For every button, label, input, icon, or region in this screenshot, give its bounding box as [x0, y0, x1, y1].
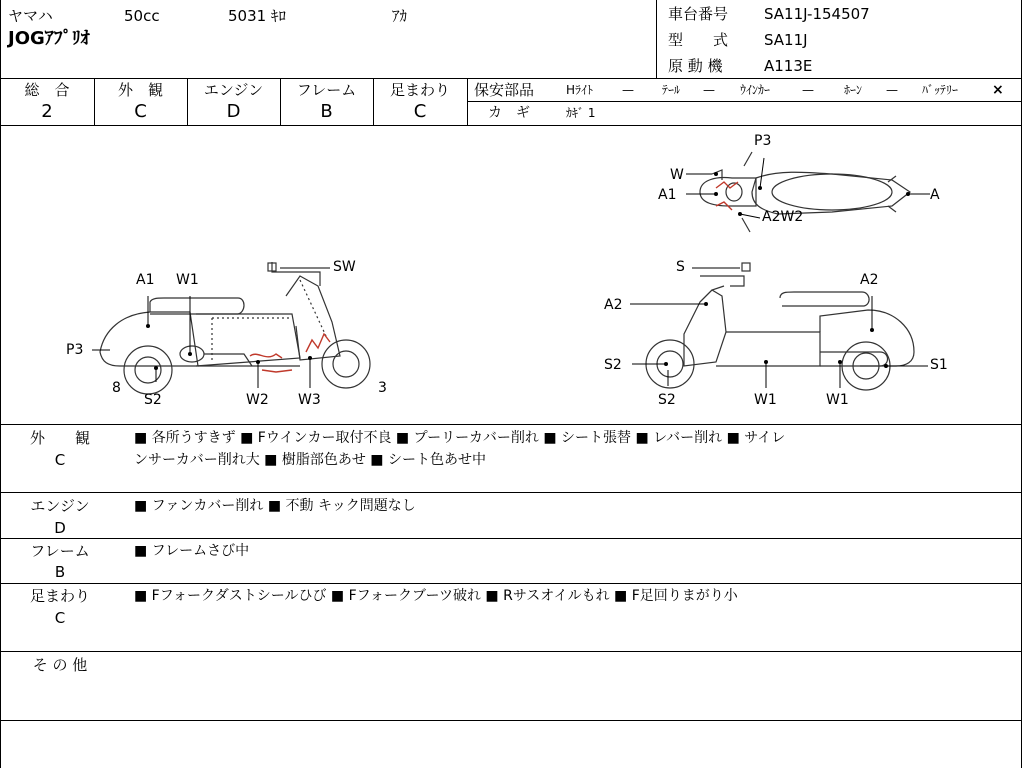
mileage: 5031 ｷﾛ — [228, 7, 286, 25]
frame-no: SA11J-154507 — [764, 5, 870, 23]
section-text-frame: ■ フレームさび中 — [134, 543, 250, 559]
label-left-p3: P3 — [66, 342, 84, 358]
label-left-sw: SW — [333, 259, 356, 275]
color: ｱｶ — [392, 7, 408, 25]
grade-value-frame: B — [320, 101, 333, 122]
safety-label: 保安部品 — [474, 81, 535, 99]
label-left-3: 3 — [378, 380, 387, 396]
model-name: JOGｱﾌﾟﾘｵ — [8, 28, 90, 49]
label-left-a1: A1 — [136, 272, 155, 288]
engine-label: 原 動 機 — [668, 57, 723, 75]
grade-divider — [467, 78, 468, 125]
grade-label-frame: フレーム — [296, 81, 357, 99]
grade-value-engine: D — [226, 101, 241, 122]
label-top-p3: P3 — [754, 133, 772, 149]
safety-item-battery: ﾊﾞｯﾃﾘｰ — [922, 83, 959, 97]
safety-mark-battery: × — [992, 82, 1004, 98]
label-left-s2: S2 — [144, 392, 162, 408]
row-divider-6 — [0, 583, 1022, 584]
type-label: 型 式 — [668, 31, 729, 49]
label-right-w1-rear: W1 — [826, 392, 849, 408]
label-left-w1: W1 — [176, 272, 199, 288]
scooter-top-view — [700, 152, 910, 232]
section-text-suspension: ■ Fフォークダストシールひび ■ Fフォークブーツ破れ ■ Rサスオイルもれ ■ F足回りまがり小 — [134, 588, 738, 604]
grade-label-engine: エンジン — [203, 81, 264, 99]
row-divider-5 — [0, 538, 1022, 539]
key-value: ｶｷﾞ 1 — [566, 106, 596, 120]
section-grade-suspension: C — [54, 609, 66, 627]
grade-value-suspension: C — [413, 101, 427, 122]
section-text-exterior-line2: ンサーカバー削れ大 ■ 樹脂部色あせ ■ シート色あせ中 — [134, 452, 486, 468]
label-left-w3: W3 — [298, 392, 321, 408]
label-left-8: 8 — [112, 380, 121, 396]
label-right-s1: S1 — [930, 357, 948, 373]
row-divider-1 — [0, 78, 1022, 79]
label-right-w1-center: W1 — [754, 392, 777, 408]
safety-item-horn: ﾎｰﾝ — [844, 83, 863, 97]
safety-mark-headlight: — — [622, 83, 634, 97]
grade-value-overall: 2 — [41, 101, 53, 122]
safety-mark-winker: — — [802, 83, 814, 97]
label-right-a2-front: A2 — [604, 297, 623, 313]
label-right-s2-bottom: S2 — [658, 392, 676, 408]
safety-item-winker: ｳｲﾝｶｰ — [740, 83, 771, 97]
row-divider-safety — [467, 101, 1022, 102]
label-left-w2: W2 — [246, 392, 269, 408]
safety-item-headlight: Hﾗｲﾄ — [566, 83, 594, 97]
right-border — [1021, 0, 1022, 768]
label-top-a: A — [930, 187, 940, 203]
frame-no-label: 車台番号 — [668, 5, 729, 23]
row-divider-4 — [0, 492, 1022, 493]
section-title-suspension: 足まわり — [29, 587, 90, 605]
section-grade-exterior: C — [54, 451, 66, 469]
maker: ヤマハ — [8, 7, 53, 25]
displacement: 50cc — [124, 7, 160, 25]
label-right-s: S — [676, 259, 685, 275]
type-value: SA11J — [764, 31, 808, 49]
section-title-engine: エンジン — [30, 497, 90, 515]
safety-mark-horn: — — [886, 83, 898, 97]
header-divider — [656, 0, 657, 78]
grade-label-suspension: 足まわり — [389, 81, 450, 99]
section-title-frame: フレーム — [30, 542, 90, 560]
safety-item-tail: ﾃｰﾙ — [662, 83, 681, 97]
section-grade-frame: B — [54, 563, 66, 581]
label-right-s2-side: S2 — [604, 357, 622, 373]
label-top-a2w2: A2W2 — [762, 209, 804, 225]
grade-value-exterior: C — [134, 101, 147, 122]
section-title-other: そ の 他 — [32, 656, 88, 674]
section-title-exterior: 外 観 — [29, 429, 90, 447]
row-divider-8 — [0, 720, 1022, 721]
leader-dots — [146, 172, 910, 370]
row-divider-7 — [0, 651, 1022, 652]
grade-label-overall: 総 合 — [24, 81, 70, 99]
key-label: カ ギ — [488, 105, 530, 121]
safety-mark-tail: — — [703, 83, 715, 97]
row-divider-3 — [0, 424, 1022, 425]
section-text-exterior-line1: ■ 各所うすきず ■ Fウインカー取付不良 ■ プーリーカバー削れ ■ シート張替 ■ レバー削れ ■ サイレ — [134, 430, 786, 446]
section-text-engine: ■ ファンカバー削れ ■ 不動 キック問題なし — [134, 498, 416, 514]
section-grade-engine: D — [54, 519, 66, 537]
label-top-a1: A1 — [658, 187, 677, 203]
grade-label-exterior: 外 観 — [117, 81, 163, 99]
engine-value: A113E — [764, 57, 813, 75]
label-top-w: W — [670, 167, 684, 183]
label-right-a2-rear: A2 — [860, 272, 879, 288]
